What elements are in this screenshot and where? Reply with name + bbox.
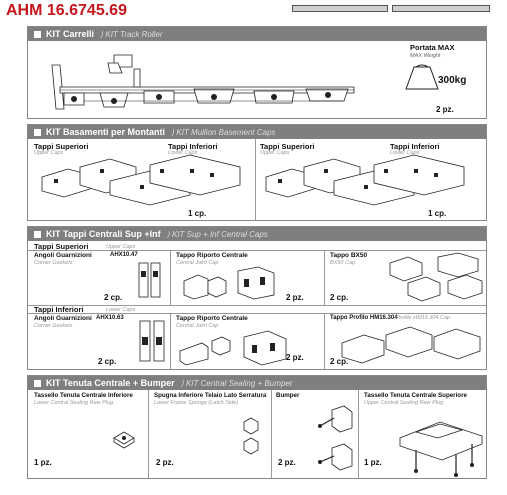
qty: 2 pz. [286, 293, 304, 302]
bumper-drawing [318, 404, 354, 476]
qty: 2 pz. [286, 353, 304, 362]
section-kit-basamenti [27, 124, 487, 221]
lower-caps-label: Tappi Inferiori [168, 142, 218, 151]
upper-caps-label: Tappi Superiori [260, 142, 315, 151]
bx50-cap-label: Tappo BX50 [330, 252, 368, 259]
qty: 2 pz. [436, 105, 454, 114]
section-title: KIT Carrelli [46, 29, 95, 39]
central-joint-cap-sub: Central Joint Cap [176, 323, 219, 329]
upper-caps-sub: Upper Caps [106, 244, 136, 250]
upper-sealing-plug-drawing [396, 414, 486, 476]
central-joint-cap-label: Tappo Riporto Centrale [176, 252, 248, 259]
section-header [28, 227, 486, 241]
corner-gasket-drawing [138, 261, 162, 301]
section-title-en: ⟩ KIT Central Sealing + Bumper [180, 378, 293, 388]
corner-gaskets-label: Angoli Guarnizioni [34, 252, 92, 259]
section-title: KIT Tenuta Centrale + Bumper [46, 378, 175, 388]
page-title: AHM 16.6745.69 [6, 2, 127, 19]
qty: 2 cp. [330, 357, 349, 366]
central-joint-cap-sub: Central Joint Cap [176, 260, 219, 266]
basement-caps-drawing [264, 155, 474, 205]
lower-caps-sub: Lower Caps [390, 150, 420, 156]
section-title: KIT Basamenti per Montanti [46, 127, 166, 137]
bx50-cap-drawing [388, 253, 484, 301]
hm16304-cap-drawing [340, 325, 484, 365]
section-header [28, 376, 486, 390]
section-title: KIT Tappi Centrali Sup +Inf [46, 229, 161, 239]
qty: 2 cp. [330, 293, 349, 302]
header-decoration [292, 5, 490, 13]
section-header [28, 125, 486, 139]
qty: 2 cp. [98, 357, 117, 366]
lower-caps-label: Tappi Inferiori [34, 305, 84, 314]
lower-frame-sponge-drawing [240, 416, 262, 460]
section-kit-tenuta [27, 375, 487, 479]
qty: 1 cp. [428, 209, 447, 218]
lower-caps-sub: Lower Caps [168, 150, 198, 156]
section-header [28, 27, 486, 41]
upper-sealing-plug-sub: Upper Central Sealing Raw Plug [364, 400, 444, 406]
corner-gaskets-sub: Corner Gaskets [34, 323, 73, 329]
lower-caps-label: Tappi Inferiori [390, 142, 440, 151]
part-code: AHX10.47 [110, 252, 138, 258]
section-kit-carrelli [27, 26, 487, 119]
hm16304-cap-label: Tappo Profilo HM16.304 [330, 315, 398, 321]
weight-value: 300kg [438, 75, 467, 86]
central-joint-cap-label: Tappo Riporto Centrale [176, 315, 248, 322]
section-title-en: ⟩ KIT Track Roller [100, 29, 163, 39]
bx50-cap-sub: BX50 Cap [330, 260, 356, 266]
bumper-label: Bumper [276, 392, 300, 399]
lower-caps-sub: Lower Caps [106, 307, 136, 313]
qty: 2 pz. [278, 458, 296, 467]
central-joint-cap-drawing [178, 331, 288, 365]
upper-caps-sub: Upper Caps [34, 150, 64, 156]
corner-gasket-drawing [138, 319, 168, 365]
lower-sealing-plug-sub: Lower Central Sealing Raw Plug [34, 400, 114, 406]
central-joint-cap-drawing [178, 267, 278, 301]
qty: 2 pz. [156, 458, 174, 467]
part-code: AHX10.63 [96, 315, 124, 321]
lower-sealing-plug-label: Tassello Tenuta Centrale Inferiore [34, 392, 133, 399]
upper-caps-label: Tappi Superiori [34, 142, 89, 151]
upper-caps-label: Tappi Superiori [34, 242, 89, 251]
corner-gaskets-label: Angoli Guarnizioni [34, 315, 92, 322]
section-title-en: ⟩ KIT Sup + Inf Central Caps [166, 229, 268, 239]
lower-frame-sponge-sub: Lower Frame Sponge (Latch Side) [154, 400, 239, 406]
track-roller-drawing [44, 49, 359, 115]
upper-sealing-plug-label: Tassello Tenuta Centrale Superiore [364, 392, 467, 399]
corner-gaskets-sub: Corner Gaskets [34, 260, 73, 266]
portata-label: Portata MAX [410, 43, 455, 52]
portata-sub: MAX Weight [410, 53, 441, 59]
weight-icon [402, 63, 442, 93]
qty: 2 cp. [104, 293, 123, 302]
upper-caps-sub: Upper Caps [260, 150, 290, 156]
lower-sealing-plug-drawing [112, 430, 136, 448]
section-kit-tappi [27, 226, 487, 370]
qty: 1 cp. [188, 209, 207, 218]
qty: 1 pz. [364, 458, 382, 467]
lower-frame-sponge-label: Spugna Inferiore Telaio Lato Serratura [154, 392, 267, 399]
basement-caps-drawing [40, 155, 250, 205]
qty: 1 pz. [34, 458, 52, 467]
section-title-en: ⟩ KIT Mullion Basement Caps [171, 127, 276, 137]
hm16304-cap-sub: Profile HM16.304 Cap [396, 315, 451, 321]
